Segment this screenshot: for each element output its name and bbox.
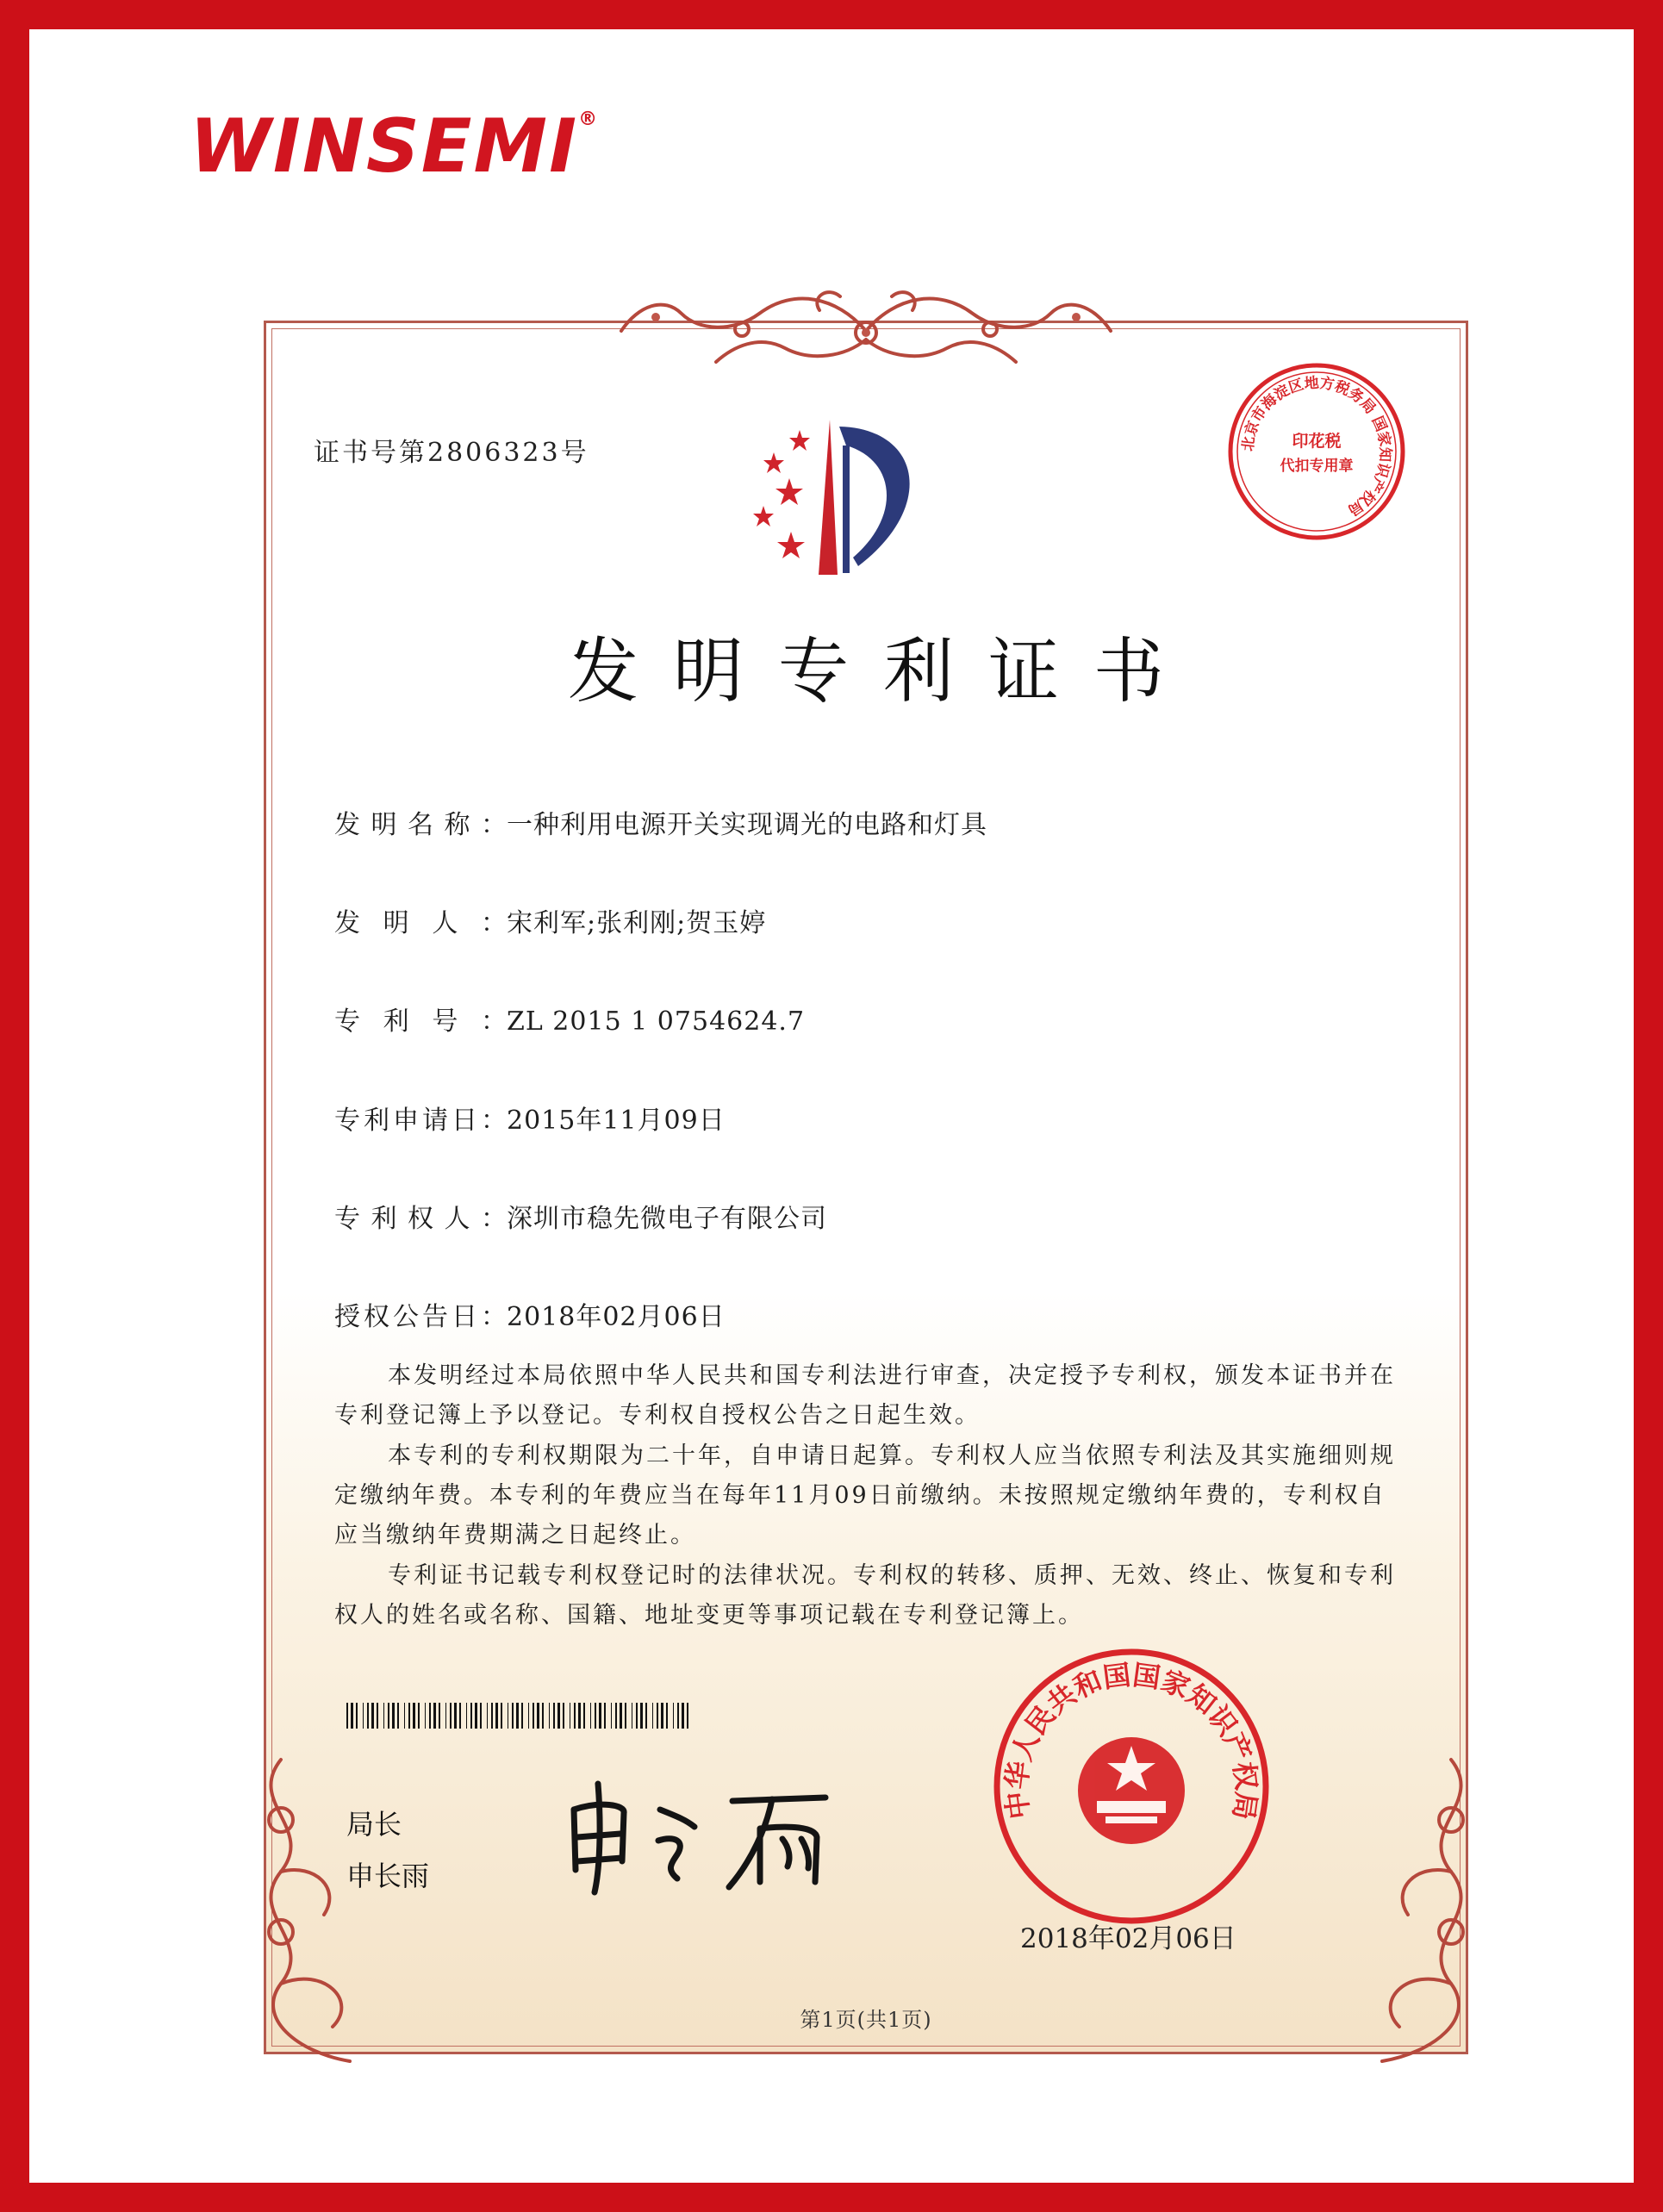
barcode-icon bbox=[346, 1703, 691, 1729]
certificate-title: 发明专利证书 bbox=[567, 631, 1199, 713]
winsemi-logo bbox=[190, 103, 599, 190]
tax-seal-ring-text: 北京市海淀区地方税务局 国家知识产权局 bbox=[1239, 374, 1394, 520]
tax-stamp-seal-icon bbox=[1222, 357, 1411, 546]
field-invention-name bbox=[334, 803, 987, 841]
registered-mark: ® bbox=[578, 109, 600, 130]
paragraph-grant-notice: 本发明经过本局依照中华人民共和国专利法进行审查，决定授予专利权，颁发本证书并在专利登记簿上予以登记。专利权自授权公告之日起生效。 bbox=[334, 1362, 1396, 1429]
field-grant-date bbox=[334, 1295, 726, 1333]
paragraph-term-notice: 本专利的专利权期限为二十年，自申请日起算。专利权人应当依照专利法及其实施细则规定缴纳年费。本专利的年费应当在每年11月09日前缴纳。未按照规定缴纳年费的，专利权自应当缴纳年费期满之日起终止。 bbox=[334, 1442, 1396, 1548]
logo-text: WINSEMI bbox=[190, 103, 579, 190]
field-label: 专利号： bbox=[334, 1006, 507, 1037]
field-value: 深圳市稳先微电子有限公司 bbox=[507, 1204, 827, 1234]
certificate-inner-frame bbox=[271, 328, 1461, 2047]
director-signature-icon bbox=[557, 1775, 841, 1896]
director-title: 局长 bbox=[346, 1808, 402, 1841]
page-number: 第1页(共1页) bbox=[800, 2008, 932, 2032]
seal-date: 2018年02月06日 bbox=[1020, 1923, 1236, 1954]
paragraph-legal-status: 专利证书记载专利权登记时的法律状况。专利权的转移、质押、无效、终止、恢复和专利权人的姓名或名称、国籍、地址变更等事项记载在专利登记簿上。 bbox=[334, 1562, 1396, 1629]
sipo-official-seal-icon bbox=[989, 1644, 1274, 1928]
field-label: 发明名称： bbox=[334, 810, 507, 840]
field-value: 一种利用电源开关实现调光的电路和灯具 bbox=[507, 810, 987, 840]
field-patent-number bbox=[334, 1000, 805, 1037]
field-label: 发明人： bbox=[334, 908, 507, 938]
director-name: 申长雨 bbox=[346, 1860, 430, 1892]
field-value: 2018年02月06日 bbox=[507, 1302, 726, 1332]
patent-certificate bbox=[264, 321, 1468, 2054]
patent-office-emblem-icon bbox=[748, 411, 946, 583]
tax-seal-center-1: 印花税 bbox=[1292, 432, 1342, 451]
certificate-number: 证书号第2806323号 bbox=[314, 438, 589, 468]
field-patentee bbox=[334, 1197, 827, 1235]
field-label: 专利权人： bbox=[334, 1204, 507, 1234]
field-inventors bbox=[334, 901, 766, 939]
field-application-date bbox=[334, 1099, 726, 1137]
field-value: 宋利军;张利刚;贺玉婷 bbox=[507, 908, 767, 938]
white-panel bbox=[29, 29, 1634, 2183]
field-label: 专利申请日： bbox=[334, 1106, 507, 1136]
dragon-ornament-icon bbox=[604, 279, 1128, 376]
tax-seal-center-2: 代扣专用章 bbox=[1280, 458, 1354, 475]
field-value: ZL 2015 1 0754624.7 bbox=[507, 1006, 806, 1037]
field-value: 2015年11月09日 bbox=[507, 1106, 726, 1136]
main-seal-ring-text: 中华人民共和国国家知识产权局 bbox=[1000, 1658, 1263, 1823]
field-label: 授权公告日： bbox=[334, 1302, 507, 1332]
